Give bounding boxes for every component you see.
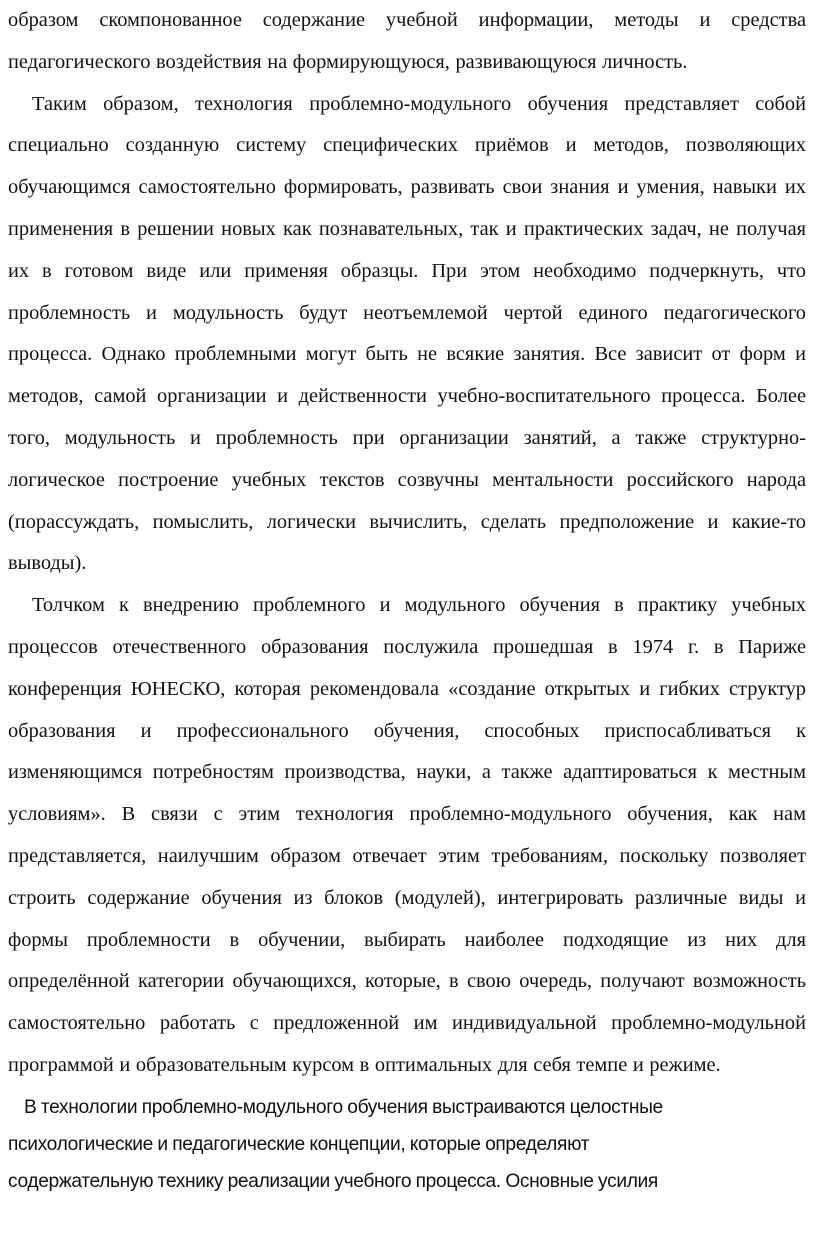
paragraph-technology-definition: Таким образом, технология проблемно-модульного обучения представляет собой специально созданную систему специфических приёмов и методов, позволяющих обучающимся самостоятельно формировать, развивать свои знания и умения, навыки их применения в решении новых как познавательных, так и практических задач, не получая их в готовом виде или применяя образцы. При этом необходимо подчеркнуть, что проблемность и модульность будут неотъемлемой чертой единого педагогического процесса. Однако проблемными могут быть не всякие занятия. Все зависит от форм и методов, самой организации и действенности учебно-воспитательного процесса. Более того, модульность и проблемность при организации занятий, а также структурно-логическое построение учебных текстов созвучны ментальности российского народа (порассуждать, помыслить, логически вычислить, сделать предположение и какие-то выводы).	[8, 92, 806, 575]
paragraph-concepts-line: В технологии проблемно-модульного обучения выстраиваются целостные	[24, 1096, 663, 1118]
paragraph-concepts-line: психологические и педагогические концепции, которые определяют	[8, 1133, 590, 1155]
paragraph-continuation: образом скомпонованное содержание учебной информации, методы и средства педагогического воздействия на формирующуюся, развивающуюся личность.	[8, 9, 806, 73]
serif-text-block	[8, 0, 806, 1087]
paragraph-unesco-conference: Толчком к внедрению проблемного и модульного обучения в практику учебных процессов отечественного образования послужила прошедшая в 1974 г. в Париже конференция ЮНЕСКО, которая рекомендовала «создание открытых и гибких структур образования и профессионального обучения, способных приспосабливаться к изменяющимся потребностям производства, науки, а также адаптироваться к местным условиям». В связи с этим технология проблемно-модульного обучения, как нам представляется, наилучшим образом отвечает этим требованиям, поскольку позволяет строить содержание обучения из блоков (модулей), интегрировать различные виды и формы проблемности в обучении, выбирать наиболее подходящие из них для определённой категории обучающихся, которые, в свою очередь, получают возможность самостоятельно работать с предложенной им индивидуальной проблемно-модульной программой и образовательным курсом в оптимальных для себя темпе и режиме.	[8, 594, 806, 1076]
paragraph-concepts-line: содержательную технику реализации учебного процесса. Основные усилия	[8, 1170, 658, 1192]
paragraph-concepts	[8, 1089, 806, 1200]
